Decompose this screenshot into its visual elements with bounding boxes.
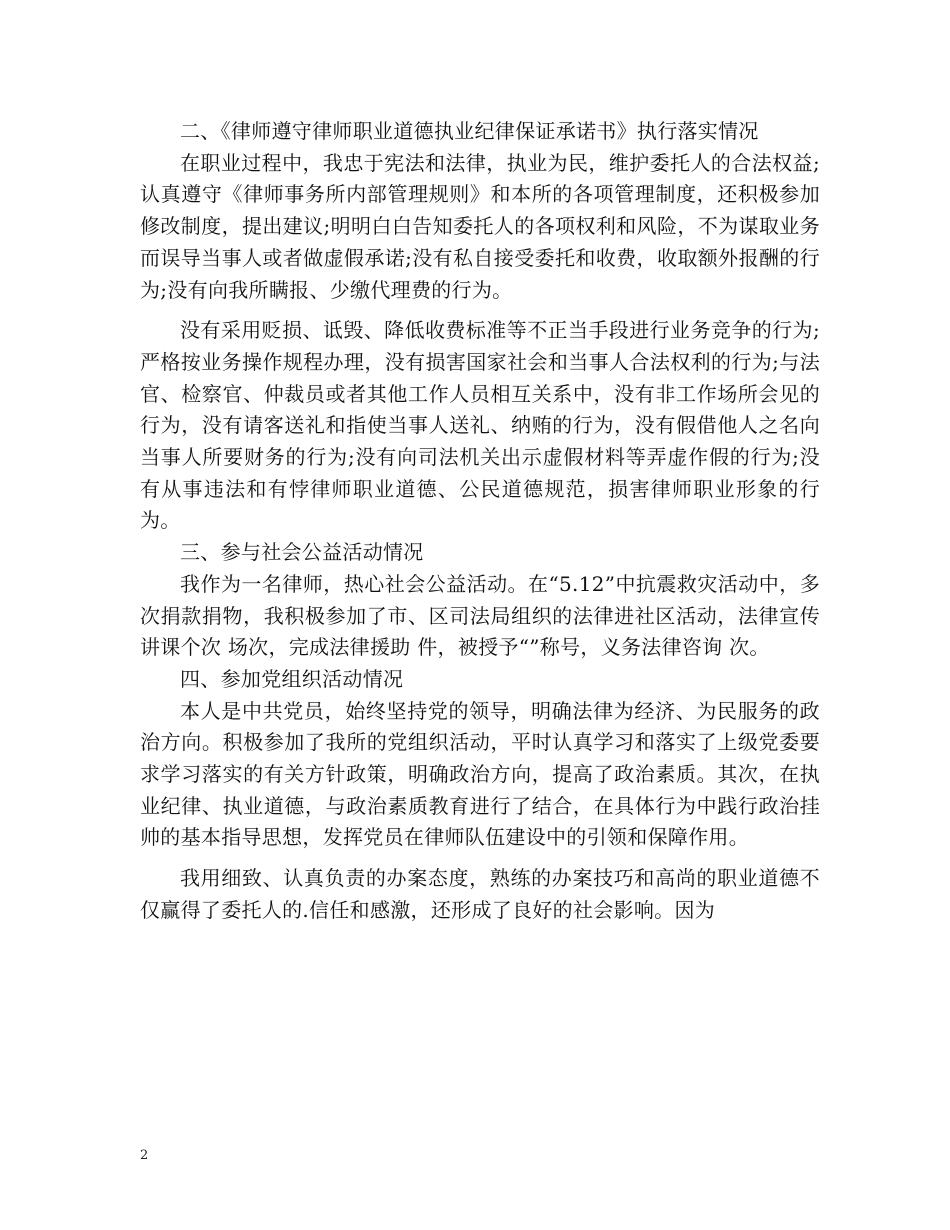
paragraph-public-welfare: 我作为一名律师，热心社会公益活动。在“5.12”中抗震救灾活动中，多次捐款捐物，我积极参加了市、区司法局组织的法律进社区活动，法律宣传讲课个次 场次，完成法律援助 件，被授予“”称号，义务法律咨询 次。	[140, 571, 820, 660]
page-number: 2	[140, 1148, 149, 1163]
section-heading-4: 四、参加党组织活动情况	[180, 666, 404, 691]
paragraph-competition: 没有采用贬损、诋毁、降低收费标准等不正当手段进行业务竞争的行为;严格按业务操作规程办理，没有损害国家社会和当事人合法权利的行为;与法官、检察官、仲裁员或者其他工作人员相互关系中，没有非工作场所会见的行为，没有请客送礼和指使当事人送礼、纳贿的行为，没有假借他人之名向当事人所要财务的行为;没有向司法机关出示虚假材料等弄虚作假的行为;没有从事违法和有悖律师职业道德、公民道德规范，损害律师职业形象的行为。	[140, 318, 820, 533]
paragraph-party-activity: 本人是中共党员，始终坚持党的领导，明确法律为经济、为民服务的政治方向。积极参加了我所的党组织活动，平时认真学习和落实了上级党委要求学习落实的有关方针政策，明确政治方向，提高了政治素质。其次，在执业纪律、执业道德，与政治素质教育进行了结合，在具体行为中践行政治挂帅的基本指导思想，发挥党员在律师队伍建设中的引领和保障作用。	[140, 698, 820, 850]
paragraph-conduct: 在职业过程中，我忠于宪法和法律，执业为民，维护委托人的合法权益;认真遵守《律师事务所内部管理规则》和本所的各项管理制度，还积极参加修改制度，提出建议;明明白白告知委托人的各项权利和风险，不为谋取业务而误导当事人或者做虚假承诺;没有私自接受委托和收费，收取额外报酬的行为;没有向我所瞒报、少缴代理费的行为。	[140, 150, 820, 302]
paragraph-case-attitude: 我用细致、认真负责的办案态度，熟练的办案技巧和高尚的职业道德不仅赢得了委托人的.信任和感激，还形成了良好的社会影响。因为	[140, 866, 820, 922]
section-heading-2: 二、《律师遵守律师职业道德执业纪律保证承诺书》执行落实情况	[180, 119, 759, 143]
section-heading-3: 三、参与社会公益活动情况	[180, 540, 424, 565]
document-body	[140, 116, 820, 927]
